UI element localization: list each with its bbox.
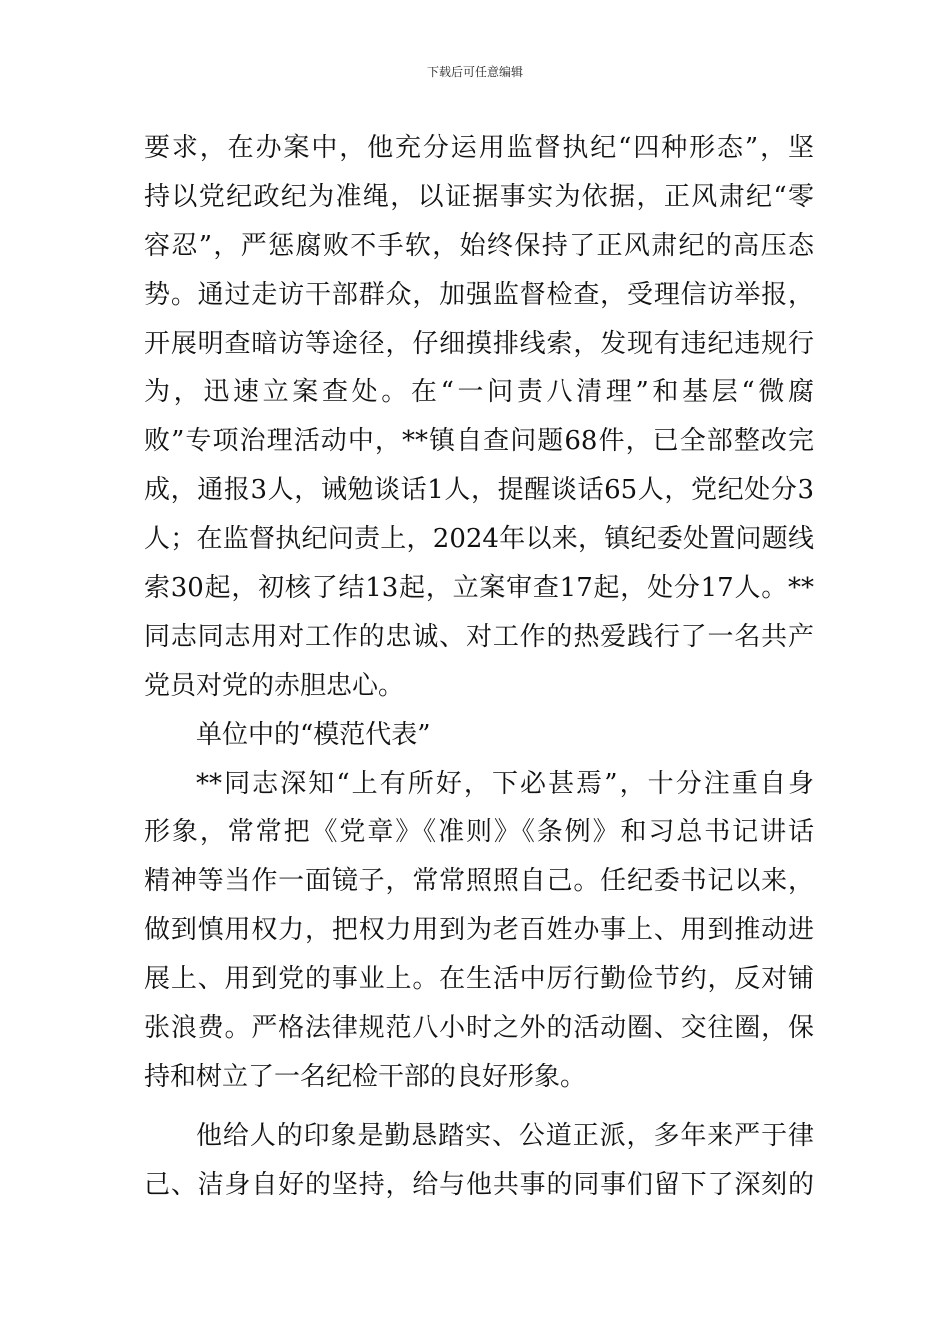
text-line: 容忍”，严惩腐败不手软，始终保持了正风肃纪的高压态 [144, 230, 814, 261]
text-line: 为，迅速立案查处。在“一问责八清理”和基层“微腐 [144, 377, 814, 408]
paragraph-continuation [144, 124, 814, 711]
text-line: 党员对党的赤胆忠心。 [144, 670, 405, 701]
text-line: 成，通报3人，诫勉谈话1人，提醒谈话65人，党纪处分3 [144, 475, 814, 506]
paragraph-gap [144, 1102, 814, 1112]
text-line: 他给人的印象是勤恳踏实、公道正派，多年来严于律 [196, 1120, 814, 1151]
paragraph [144, 760, 814, 1102]
text-line: **同志深知“上有所好，下必甚焉”，十分注重自身 [196, 768, 814, 799]
text-line: 张浪费。严格法律规范八小时之外的活动圈、交往圈，保 [144, 1013, 814, 1044]
document-body [144, 124, 814, 1210]
text-line: 索30起，初核了结13起，立案审查17起，处分17人。** [144, 573, 814, 604]
text-line: 展上、用到党的事业上。在生活中厉行勤俭节约，反对铺 [144, 964, 814, 995]
text-line: 同志同志用对工作的忠诚、对工作的热爱践行了一名共产 [144, 621, 814, 652]
text-line: 持以党纪政纪为准绳，以证据事实为依据，正风肃纪“零 [144, 181, 814, 212]
page-header: 下载后可任意编辑 [426, 65, 523, 79]
heading-line: 单位中的“模范代表” [196, 719, 431, 750]
paragraph [144, 1112, 814, 1210]
text-line: 做到慎用权力，把权力用到为老百姓办事上、用到推动进 [144, 915, 814, 946]
text-line: 持和树立了一名纪检干部的良好形象。 [144, 1061, 587, 1092]
text-line: 势。通过走访干部群众，加强监督检查，受理信访举报， [144, 279, 814, 310]
text-line: 形象，常常把《党章》《准则》《条例》和习总书记讲话 [144, 817, 814, 848]
text-line: 败”专项治理活动中，**镇自查问题68件，已全部整改完 [144, 426, 814, 457]
text-line: 人；在监督执纪问责上，2024年以来，镇纪委处置问题线 [144, 524, 814, 555]
text-line: 精神等当作一面镜子，常常照照自己。任纪委书记以来， [144, 866, 814, 897]
text-line: 己、洁身自好的坚持，给与他共事的同事们留下了深刻的 [144, 1169, 814, 1200]
text-line: 要求，在办案中，他充分运用监督执纪“四种形态”，坚 [144, 133, 814, 163]
text-line: 开展明查暗访等途径，仔细摸排线索，发现有违纪违规行 [144, 328, 814, 359]
section-heading [144, 711, 814, 760]
